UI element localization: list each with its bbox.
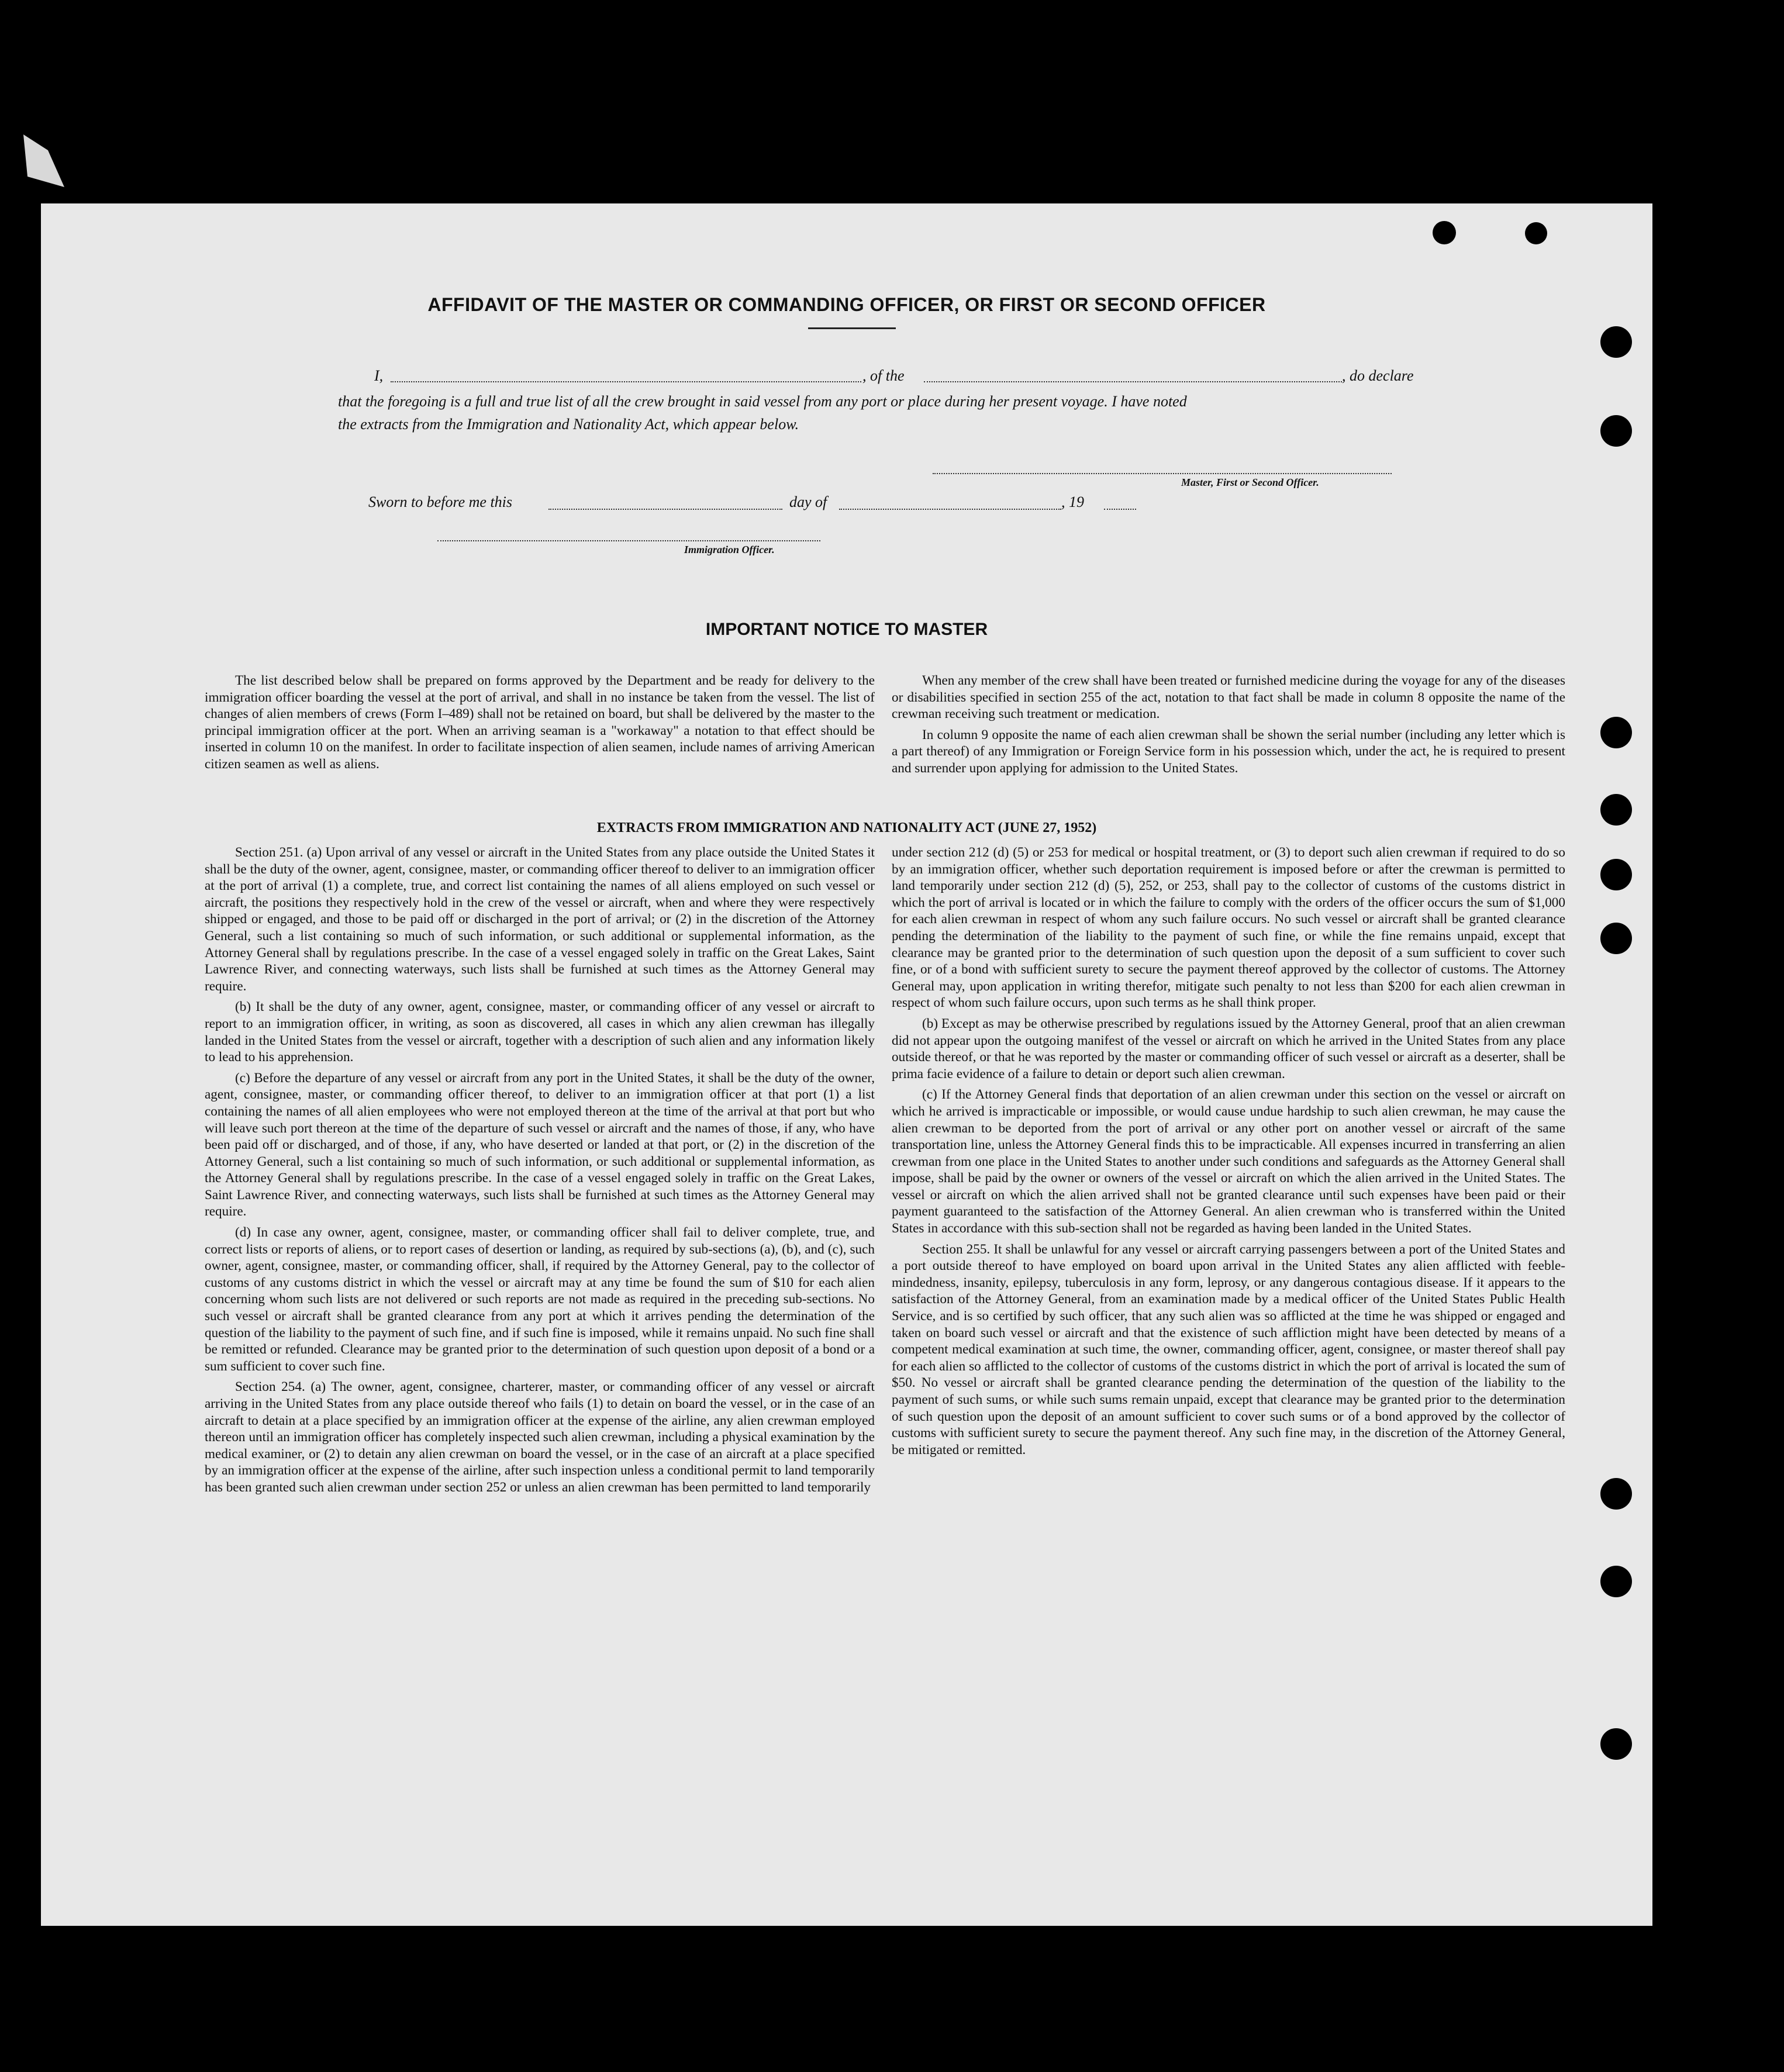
- punch-hole: [1600, 326, 1632, 358]
- section-255: Section 255. It shall be unlawful for any vessel or aircraft carrying passengers between a port of the United States and a port outside thereof to have employed on board upon arrival in the United States any alien afflicted with feeble-mindedness, insanity, epilepsy, tuberculosis in any form, leprosy, or any dangerous contagious disease. If it appears to the satisfaction of the Attorney General, from an examination made by a medical officer of the United States Public Health Service, and is so certified by such officer, that any such alien was so afflicted at the time he was shipped or engaged and taken on board such vessel or aircraft and that the existence of such affliction might have been detected by means of a competent medical examination at such time, the owner, commanding officer, agent, consignee, or master thereof shall pay for each alien so afflicted to the collector of customs of the customs district in which the port of arrival is located the sum of $50. No vessel or aircraft shall be granted clearance pending the determination of the question of the liability to the payment of such sums, or while such sums remain unpaid, except that clearance may be granted prior to the determination of such question upon the deposit of an amount sufficient to cover such sums or of a bond approved by the collector of customs with sufficient surety to secure the payment thereof. Any such fine may, in the discretion of the Attorney General, be mitigated or remitted.: [892, 1241, 1565, 1458]
- declaration-line-2: the extracts from the Immigration and Nationality Act, which appear below.: [338, 416, 799, 433]
- notice-right-paragraph-2: In column 9 opposite the name of each alien crewman shall be shown the serial number (including any letter which is a part thereof) of any Immigration or Foreign Service form in his possession which, under the act, he is required to present and surrender upon applying for admission to the United States.: [892, 727, 1565, 776]
- punch-hole: [1600, 717, 1632, 748]
- section-251-c: (c) Before the departure of any vessel or aircraft from any port in the United States, it shall be the duty of the owner, agent, consignee, master, or commanding officer thereof, to deliver to an immigration officer at that port (1) a list containing the names of all alien employees who were not employed thereon at the time of the arrival at that port but who will leave such port thereon at the time of the departure of such vessel or aircraft and the names of those, if any, who have been paid off or discharged, and of those, if any, who have deserted or landed at that port, or (2) in the discretion of the Attorney General, such a list containing so much of such information, or such additional or supplemental information, as the Attorney General shall by regulations prescribe. In the case of a vessel engaged solely in traffic on the Great Lakes, Saint Lawrence River, and connecting waterways, such lists shall be furnished at such times as the Attorney General may require.: [205, 1070, 875, 1220]
- day-of-label: day of: [789, 493, 827, 510]
- punch-hole: [1433, 221, 1456, 244]
- sworn-day-line: [548, 509, 782, 510]
- extracts-title: EXTRACTS FROM IMMIGRATION AND NATIONALITY ACT (JUNE 27, 1952): [596, 820, 1097, 835]
- punch-hole: [1600, 859, 1632, 890]
- section-251-d: (d) In case any owner, agent, consignee, master, or commanding officer shall fail to deliver complete, true, and correct lists or reports of aliens, or to report cases of desertion or landing, as required by sub-sections (a), (b), and (c), such owner, agent, consignee, master, or commanding officer, shall, if required by the Attorney General, pay to the collector of customs of any customs district in which the vessel or aircraft may at any time be found the sum of $10 for each alien concerning whom such lists are not delivered or such reports are not made as required in the preceding sub-sections. No such vessel or aircraft shall be granted clearance from any port at which it arrives pending the determination of the question of the liability to the payment of such fine, and if such fine is imposed, while it remains unpaid. No such fine shall be remitted or refunded. Clearance may be granted prior to the determination of such question upon deposit of a bond or a sum sufficient to cover such fine.: [205, 1225, 875, 1374]
- section-251-b: (b) It shall be the duty of any owner, agent, consignee, master, or commanding officer of any vessel or aircraft to report to an immigration officer, in writing, as soon as discovered, all cases in which any alien crewman has illegally landed in the United States from the vessel or aircraft, together with a description of such alien and any information likely to lead to his apprehension.: [205, 999, 875, 1065]
- section-254-a-continued: under section 212 (d) (5) or 253 for medical or hospital treatment, or (3) to deport such alien crewman if required to do so by an immigration officer, whether such deportation requirement is imposed before or after the crewman is permitted to land temporarily under section 212 (d) (5), 252, or 253, shall pay to the collector of customs of the customs district in which the port of arrival is located or in which the failure to comply with the orders of the officer occurs the sum of $1,000 for each alien crewman in respect of whom any such failure occurs. No such vessel or aircraft shall be granted clearance pending the determination of the liability to the payment of such fine, or while the fine remains unpaid, except that clearance may be granted prior to the determination of such question upon the deposit of a sum sufficient to cover such fine, or of a bond with sufficient surety to secure the payment thereof approved by the collector of customs. The Attorney General may, upon application in writing therefor, mitigate such penalty to not less than $200 for each alien crewman in respect of whom such failure occurs, upon such terms as he shall think proper.: [892, 845, 1565, 1011]
- officer-label: Immigration Officer.: [684, 544, 775, 555]
- punch-hole: [1600, 1728, 1632, 1760]
- sworn-month-line: [839, 509, 1061, 510]
- section-254-b: (b) Except as may be otherwise prescribed by regulations issued by the Attorney General, proof that an alien crewman did not appear upon the outgoing manifest of the vessel or aircraft on which he arrived in the United States from any place outside thereof, or that he was reported by the master or commanding officer of such vessel or aircraft as a deserter, shall be prima facie evidence of a failure to detain or deport such alien crewman.: [892, 1016, 1565, 1082]
- of-the-label: , of the: [862, 367, 905, 384]
- master-label: Master, First or Second Officer.: [1181, 476, 1319, 488]
- section-251-a: Section 251. (a) Upon arrival of any vessel or aircraft in the United States from any place outside the United States it shall be the duty of the owner, agent, consignee, master, or commanding officer thereof to deliver to an immigration officer at the port of arrival (1) a complete, true, and correct list containing the names of all aliens employed on such vessel or aircraft, the positions they respectively hold in the crew of the vessel or aircraft, when and where they were respectively shipped or engaged, and those to be paid off or discharged in the port of arrival; or (2) in the discretion of the Attorney General, such a list containing so much of such information, or such additional or supplemental information, as the Attorney General shall by regulations prescribe. In the case of a vessel engaged solely in traffic on the Great Lakes, Saint Lawrence River, and connecting waterways, such lists shall be furnished at such times as the Attorney General may require.: [205, 845, 875, 994]
- do-declare-label: , do declare: [1342, 367, 1414, 384]
- notice-left-paragraph: The list described below shall be prepared on forms approved by the Department and be ready for delivery to the immigration officer boarding the vessel at the port of arrival, and shall in no instance be taken from the vessel. The list of changes of alien members of crews (Form I–489) shall not be retained on board, but shall be delivered by the master to the principal immigration officer at the port. When an arriving seaman is a "workaway" a notation to that effect should be inserted in column 10 on the manifest. In order to facilitate inspection of alien seamen, include names of arriving American citizen seamen as well as aliens.: [205, 673, 875, 772]
- punch-hole: [1600, 415, 1632, 447]
- year-label: , 19: [1061, 493, 1084, 510]
- notice-right-paragraph-1: When any member of the crew shall have been treated or furnished medicine during the voyage for any of the diseases or disabilities specified in section 255 of the act, notation to that fact shall be made in column 8 opposite the name of the crewman receiving such treatment or medication.: [892, 673, 1565, 722]
- punch-hole: [1525, 222, 1547, 244]
- document-page: [41, 203, 1652, 1926]
- notice-left-column: [205, 672, 875, 777]
- extracts-right-column: [892, 844, 1565, 1462]
- notice-right-column: [892, 672, 1565, 781]
- section-254-a: Section 254. (a) The owner, agent, consignee, charterer, master, or commanding officer of any vessel or aircraft arriving in the United States from any place outside thereof who fails (1) to detain on board the vessel, or in the case of an aircraft to detain at a place specified by an immigration officer at the expense of the airline, any alien crewman employed thereon until an immigration officer has completely inspected such alien crewman, including a physical examination by the medical examiner, or (2) to detain any alien crewman on board the vessel, or in the case of an aircraft at a place specified by an immigration officer at the expense of the airline, after such inspection unless a conditional permit to land temporarily has been granted such alien crewman under section 252 or unless an alien crewman has been permitted to land temporarily: [205, 1379, 875, 1495]
- punch-hole: [1600, 1566, 1632, 1597]
- sworn-label: Sworn to before me this: [368, 493, 513, 510]
- declaration-line-1: that the foregoing is a full and true list of all the crew brought in said vessel from any port or place during her present voyage. I have noted: [338, 393, 1187, 410]
- vessel-line: [924, 381, 1342, 382]
- master-signature-line: [933, 473, 1392, 474]
- title-rule: [808, 327, 896, 329]
- punch-hole: [1600, 1478, 1632, 1510]
- affidavit-title: AFFIDAVIT OF THE MASTER OR COMMANDING OFFICER, OR FIRST OR SECOND OFFICER: [427, 294, 1266, 315]
- punch-hole: [1600, 923, 1632, 954]
- i-label: I,: [374, 367, 384, 384]
- section-254-c: (c) If the Attorney General finds that deportation of an alien crewman under this section on the vessel or aircraft on which he arrived is impracticable or impossible, or would cause undue hardship to such alien crewman, he may cause the alien crewman to be deported from the port of arrival or any other port on another vessel or aircraft of the same transportation line, unless the Attorney General finds this to be impracticable. All expenses incurred in transferring an alien crewman from one place in the United States to another under such conditions and safeguards as the Attorney General shall impose, shall be paid by the owner or owners of the vessel or aircraft on which the alien arrived in the United States. The vessel or aircraft on which the alien arrived shall not be granted clearance until such expenses have been paid or their payment guaranteed to the satisfaction of the Attorney General. An alien crewman who is transferred within the United States in accordance with this sub-section shall not be regarded as having been landed in the United States.: [892, 1087, 1565, 1237]
- officer-signature-line: [437, 540, 820, 541]
- extracts-left-column: [205, 844, 875, 1500]
- sworn-year-line: [1104, 509, 1136, 510]
- scan-corner-artifact: [23, 134, 64, 187]
- notice-title: IMPORTANT NOTICE TO MASTER: [705, 620, 988, 639]
- name-line: [391, 381, 861, 382]
